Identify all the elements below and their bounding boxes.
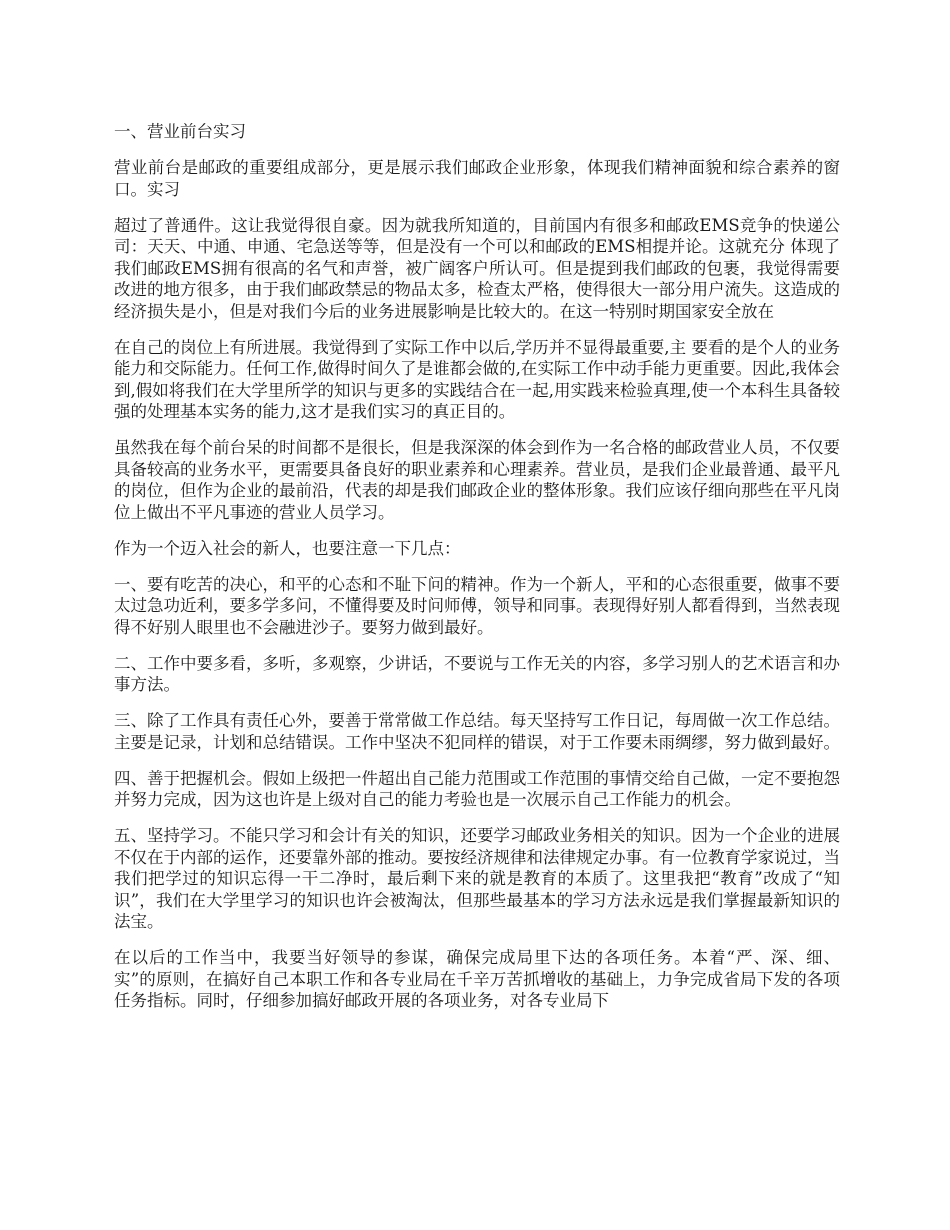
paragraph-point-3: 三、除了工作具有责任心外，要善于常常做工作总结。每天坚持写工作日记，每周做一次工作总结。主要是记录，计划和总结错误。工作中坚决不犯同样的错误，对于工作要未雨绸缪，努力做到最好。 — [114, 711, 840, 752]
paragraph-intro: 营业前台是邮政的重要组成部分，更是展示我们邮政企业形象，体现我们精神面貌和综合素养的窗口。实习 — [114, 158, 840, 199]
paragraph-point-4: 四、善于把握机会。假如上级把一件超出自己能力范围或工作范围的事情交给自己做，一定不要抱怨并努力完成，因为这也许是上级对自己的能力考验也是一次展示自己工作能力的机会。 — [114, 768, 840, 809]
paragraph-newcomer: 作为一个迈入社会的新人，也要注意一下几点： — [114, 538, 461, 558]
paragraph-ems: 超过了普通件。这让我觉得很自豪。因为就我所知道的，目前国内有很多和邮政EMS竞争的快递公司：天天、中通、申通、宅急送等等，但是没有一个可以和邮政的EMS相提并论。这就充分 体现了我们邮政EMS拥有很高的名气和声誉，被广阔客户所认可。但是提到我们邮政的包裹，我觉得需要改进的地方很多，由于我们邮政禁忌的物品太多，检查太严格，使得很大一部分用户流失。这造成的经济损失是小，但是对我们今后的业务进展影响是比较大的。在这一特别时期国家安全放在 — [114, 215, 840, 321]
paragraph-future-work: 在以后的工作当中，我要当好领导的参谋，确保完成局里下达的各项任务。本着“严、深、细、实”的原则，在搞好自己本职工作和各专业局在千辛万苦抓增收的基础上，力争完成省局下发的各项任务指标。同时，仔细参加搞好邮政开展的各项业务，对各专业局下 — [114, 948, 840, 1010]
paragraph-point-5: 五、坚持学习。不能只学习和会计有关的知识，还要学习邮政业务相关的知识。因为一个企业的进展不仅在于内部的运作，还要靠外部的推动。要按经济规律和法律规定办事。有一位教育学家说过，当我们把学过的知识忘得一干二净时，最后剩下来的就是教育的本质了。这里我把“教育”改成了“知识”，我们在大学里学习的知识也许会被淘汰，但那些最基本的学习方法永远是我们掌握最新知识的法宝。 — [114, 826, 840, 931]
section-heading: 一、营业前台实习 — [114, 122, 246, 141]
paragraph-point-2: 二、工作中要多看，多听，多观察，少讲话，不要说与工作无关的内容，多学习别人的艺术语言和办事方法。 — [114, 653, 840, 694]
paragraph-front-desk: 虽然我在每个前台呆的时间都不是很长，但是我深深的体会到作为一名合格的邮政营业人员，不仅要具备较高的业务水平，更需要具备良好的职业素养和心理素养。营业员，是我们企业最普通、最平凡的岗位，但作为企业的最前沿，代表的却是我们邮政企业的整体形象。我们应该仔细向那些在平凡岗位上做出不平凡事迹的营业人员学习。 — [114, 438, 840, 522]
paragraph-position: 在自己的岗位上有所进展。我觉得到了实际工作中以后,学历并不显得最重要,主 要看的是个人的业务能力和交际能力。任何工作,做得时间久了是谁都会做的,在实际工作中动手能力更重要。因此,我体会到,假如将我们在大学里所学的知识与更多的实践结合在一起,用实践来检验真理,使一个本科生具备较强的处理基本实务的能力,这才是我们实习的真正目的。 — [114, 337, 840, 421]
document-body — [114, 121, 840, 1026]
paragraph-point-1: 一、要有吃苦的决心，和平的心态和不耻下问的精神。作为一个新人，平和的心态很重要，做事不要太过急功近利，要多学多问，不懂得要及时问师傅，领导和同事。表现得好别人都看得到，当然表现得不好别人眼里也不会融进沙子。要努力做到最好。 — [114, 574, 840, 637]
